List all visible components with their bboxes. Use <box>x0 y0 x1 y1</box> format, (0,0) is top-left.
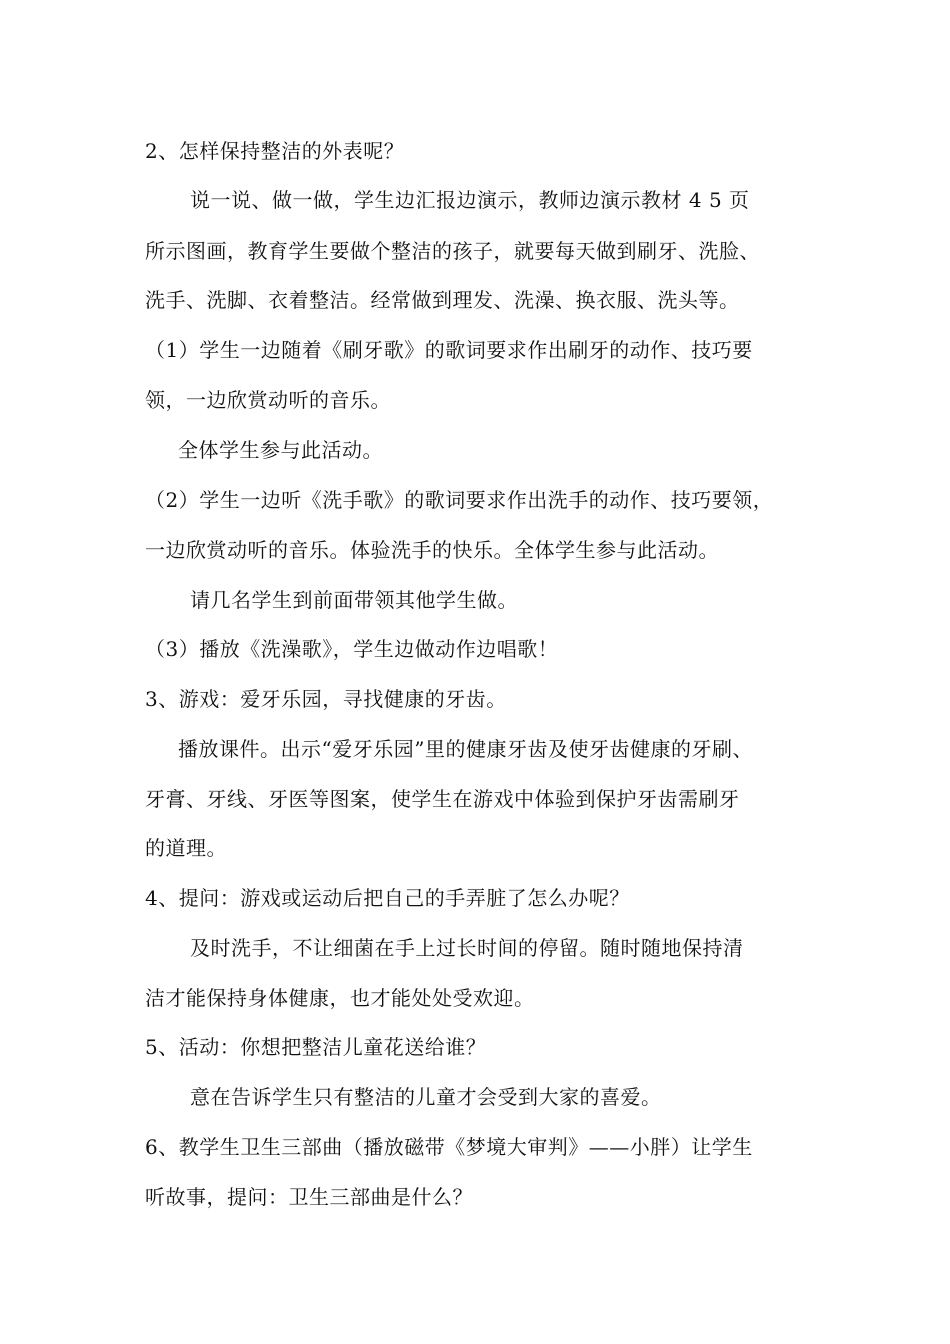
paragraph-line: 播放课件。出示“爱牙乐园”里的健康牙齿及使牙齿健康的牙刷、 <box>178 737 753 761</box>
paragraph-line: 的道理。 <box>145 836 227 860</box>
paragraph-line: 意在告诉学生只有整洁的儿童才会受到大家的喜爱。 <box>190 1085 662 1109</box>
paragraph-line: 一边欣赏动听的音乐。体验洗手的快乐。全体学生参与此活动。 <box>145 538 719 562</box>
paragraph-line: 听故事，提问：卫生三部曲是什么？ <box>145 1185 473 1209</box>
paragraph-line: 牙膏、牙线、牙医等图案，使学生在游戏中体验到保护牙齿需刷牙 <box>145 787 740 811</box>
paragraph-line: 领，一边欣赏动听的音乐。 <box>145 388 391 412</box>
paragraph-line: 所示图画，教育学生要做个整洁的孩子，就要每天做到刷牙、洗脸、 <box>145 239 760 263</box>
paragraph-line: 请几名学生到前面带领其他学生做。 <box>190 588 518 612</box>
list-item-2: （2）学生一边听《洗手歌》的歌词要求作出洗手的动作、技巧要领， <box>145 488 774 512</box>
list-item-1: （1）学生一边随着《刷牙歌》的歌词要求作出刷牙的动作、技巧要 <box>145 338 753 362</box>
heading-5: 5、活动：你想把整洁儿童花送给谁？ <box>145 1035 487 1059</box>
paragraph-line: 说一说、做一做，学生边汇报边演示，教师边演示教材 4 5 页 <box>190 188 750 212</box>
heading-6: 6、教学生卫生三部曲（播放磁带《梦境大审判》——小胖）让学生 <box>145 1135 753 1159</box>
paragraph-line: 全体学生参与此活动。 <box>178 438 383 462</box>
heading-3: 3、游戏：爱牙乐园，寻找健康的牙齿。 <box>145 687 507 711</box>
heading-2: 2、怎样保持整洁的外表呢？ <box>145 139 405 163</box>
heading-4: 4、提问：游戏或运动后把自己的手弄脏了怎么办呢？ <box>145 886 630 910</box>
list-item-3: （3）播放《洗澡歌》，学生边做动作边唱歌！ <box>145 637 559 661</box>
paragraph-line: 及时洗手，不让细菌在手上过长时间的停留。随时随地保持清 <box>190 936 744 960</box>
paragraph-line: 洗手、洗脚、衣着整洁。经常做到理发、洗澡、换衣服、洗头等。 <box>145 288 740 312</box>
paragraph-line: 洁才能保持身体健康，也才能处处受欢迎。 <box>145 986 535 1010</box>
